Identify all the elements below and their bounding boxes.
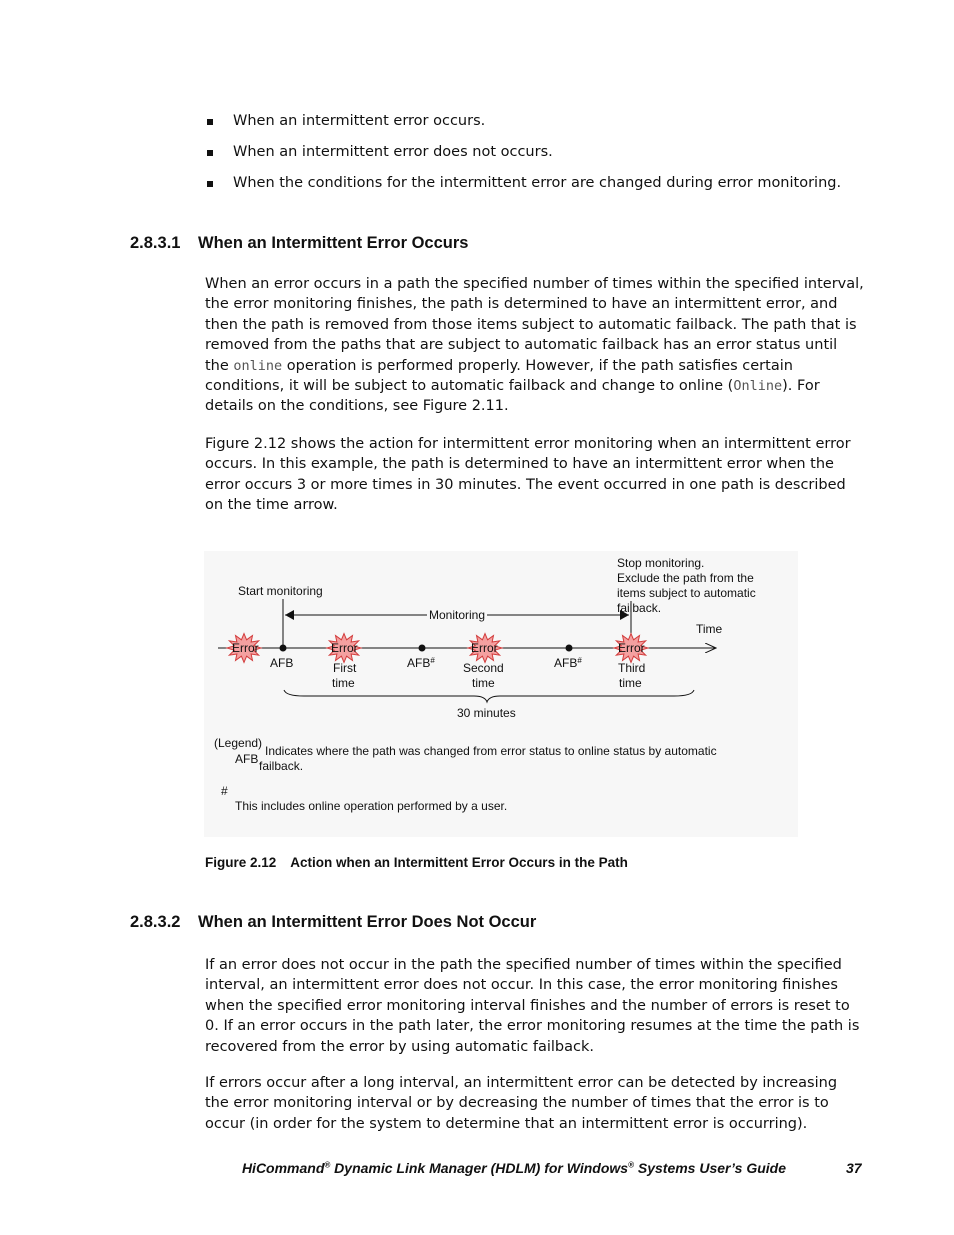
stop-monitoring-text: Exclude the path from the (617, 571, 754, 585)
section-number: 2.8.3.2 (130, 913, 181, 931)
occurrence-label: time (472, 676, 495, 690)
paragraph: If errors occur after a long interval, an intermittent error can be detected by increasing the error monitoring interval or by decreasing the number of times that the error is to occur (in order for the system to determine that an intermittent error is occurring). (205, 1075, 838, 1132)
monitoring-label: Monitoring (429, 608, 486, 622)
stop-monitoring-text: failback. (617, 601, 662, 615)
time-label: Time (696, 622, 723, 636)
bullet-list (205, 110, 885, 203)
section-title: When an Intermittent Error Occurs (198, 234, 469, 252)
section-heading (130, 234, 830, 256)
error-burst-icon (468, 634, 502, 663)
paragraph: Figure 2.12 shows the action for intermittent error monitoring when an intermittent error occurs. In this example, the path is determined to have an intermittent error when the error occurs 3 or more times in 30 minutes. The event occurred in one path is described on the time arrow. (205, 436, 851, 514)
section-heading (130, 913, 830, 935)
occurrence-label: Third (618, 661, 646, 675)
afb-label: AFB# (554, 656, 582, 670)
legend-hash-key: # (221, 784, 228, 798)
duration-brace (284, 690, 694, 702)
duration-label: 30 minutes (457, 706, 516, 720)
error-burst-icon (227, 634, 261, 663)
list-item: When an intermittent error occurs. (205, 110, 885, 141)
bullet-icon (207, 119, 213, 125)
list-item: When the conditions for the intermittent error are changed during error monitoring. (205, 172, 885, 203)
footer-title: HiCommand® Dynamic Link Manager (HDLM) for Windows® Systems User’s Guide (241, 1160, 786, 1176)
occurrence-label: Second (463, 661, 504, 675)
afb-point (280, 645, 287, 652)
error-label: Error (232, 641, 259, 655)
afb-point (566, 645, 573, 652)
afb-label: AFB# (407, 656, 435, 670)
occurrence-label: time (332, 676, 355, 690)
start-monitoring-label: Start monitoring (238, 584, 323, 598)
figure-caption (205, 855, 628, 870)
legend-afb-key: AFB (235, 752, 259, 766)
occurrence-label: First (333, 661, 357, 675)
occurrence-label: time (619, 676, 642, 690)
code-online: online (233, 357, 283, 374)
legend-title: (Legend) (214, 736, 263, 750)
error-burst-icon (327, 634, 361, 663)
afb-point (419, 645, 426, 652)
legend-afb-text: Indicates where the path was changed from error status to online status by automatic (265, 744, 717, 758)
afb-label: AFB (270, 656, 294, 670)
timeline-diagram (204, 551, 798, 837)
section-number: 2.8.3.1 (130, 234, 181, 252)
code-online-status: Online (733, 378, 783, 395)
bullet-icon (207, 150, 213, 156)
stop-monitoring-text: items subject to automatic (617, 586, 756, 600)
section-title: When an Intermittent Error Does Not Occur (198, 913, 537, 931)
page-number: 37 (846, 1160, 862, 1176)
bullet-icon (207, 181, 213, 187)
error-label: Error (331, 641, 358, 655)
error-burst-icon (614, 634, 648, 663)
legend-afb-text: failback. (259, 759, 304, 773)
stop-monitoring-text: Stop monitoring. (617, 556, 705, 570)
figure-diagram (204, 551, 798, 837)
error-label: Error (471, 641, 498, 655)
paragraph: If an error does not occur in the path the specified number of times within the specified interval, an intermittent error does not occur. In this case, the error monitoring finishes when the specified error monitoring interval finishes and the number of errors is reset to 0. If an error occurs in the path later, the error monitoring resumes at the time the path is recovered from the error by using automatic failback. (205, 957, 860, 1055)
error-label: Error (618, 641, 645, 655)
caption-text: Action when an Intermittent Error Occurs in the Path (290, 855, 628, 870)
caption-number: Figure 2.12 (205, 855, 277, 870)
legend-hash-text: This includes online operation performed by a user. (235, 799, 508, 813)
list-item: When an intermittent error does not occurs. (205, 141, 885, 172)
paragraph: When an error occurs in a path the specified number of times within the specified interval, the error monitoring finishes, the path is determined to have an intermittent error, and then the path is removed from those items subject to automatic failback. The path that is removed from the paths that are subject to automatic failback has an error status until the online operation is performed properly. However, if the path satisfies certain conditions, it will be subject to automatic failback and change to online (Online). For details on the conditions, see Figure 2.11. (205, 276, 864, 415)
